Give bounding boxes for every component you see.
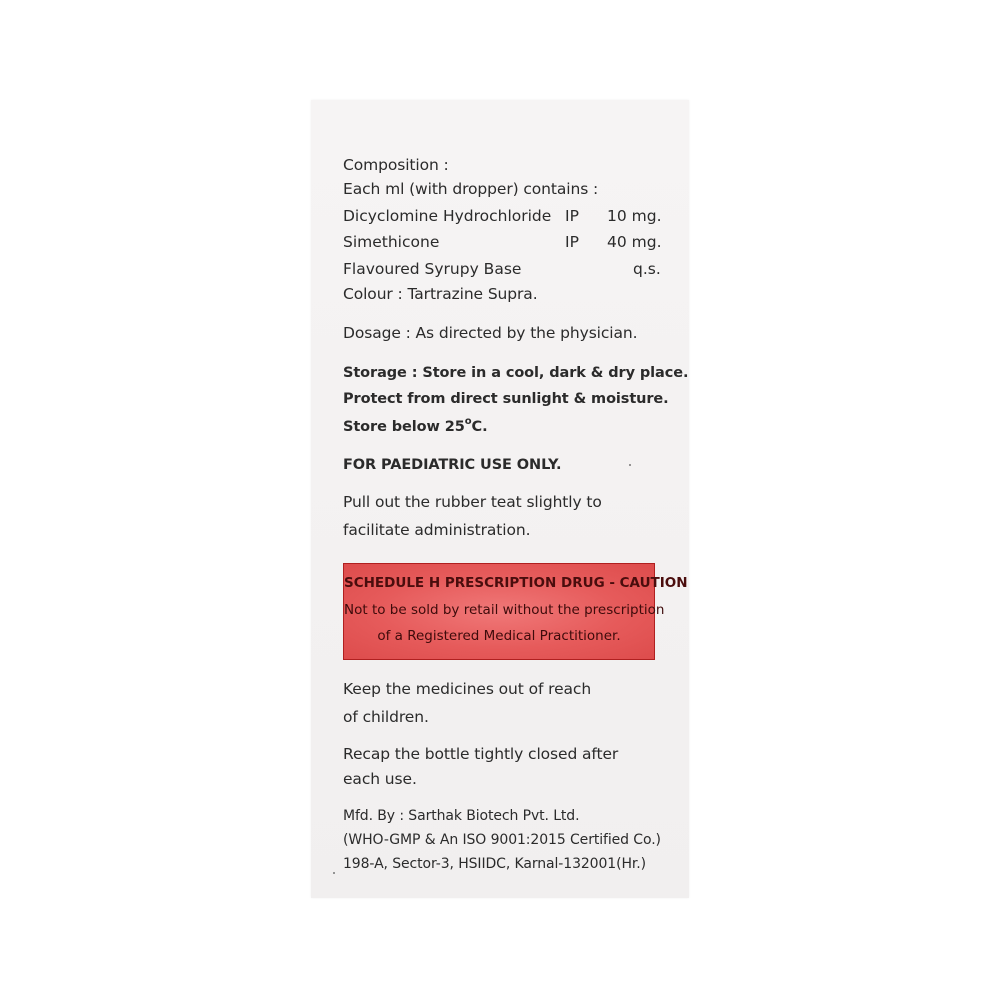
manufacturer-line-3: 198-A, Sector-3, HSIIDC, Karnal-132001(Hr.)	[343, 856, 646, 872]
medicine-label-panel	[311, 100, 689, 898]
print-speck	[629, 464, 631, 466]
storage-temp-prefix: Store below 25	[343, 419, 465, 435]
children-warning-line-1: Keep the medicines out of reach	[343, 680, 592, 698]
ingredient-name: Simethicone	[343, 233, 440, 251]
ingredient-row	[343, 260, 673, 280]
degree-symbol: o	[464, 416, 472, 427]
ingredient-row	[343, 233, 673, 253]
storage-line-1: Storage : Store in a cool, dark & dry place.	[343, 365, 689, 381]
ingredient-row	[343, 207, 673, 227]
dosage-text: Dosage : As directed by the physician.	[343, 324, 638, 342]
manufacturer-line-2: (WHO-GMP & An ISO 9001:2015 Certified Co.)	[343, 832, 661, 848]
composition-each-ml: Each ml (with dropper) contains :	[343, 180, 599, 198]
teat-instruction-line-2: facilitate administration.	[343, 521, 531, 539]
recap-line-2: each use.	[343, 770, 417, 788]
paediatric-notice: FOR PAEDIATRIC USE ONLY.	[343, 457, 562, 473]
ingredient-name: Flavoured Syrupy Base	[343, 260, 522, 278]
ingredient-quantity: q.s.	[633, 260, 661, 278]
ingredient-standard: IP	[565, 207, 579, 225]
ingredient-standard: IP	[565, 233, 579, 251]
storage-line-2: Protect from direct sunlight & moisture.	[343, 391, 669, 407]
ingredient-quantity: 40 mg.	[607, 233, 662, 251]
manufacturer-line-1: Mfd. By : Sarthak Biotech Pvt. Ltd.	[343, 808, 580, 824]
teat-instruction-line-1: Pull out the rubber teat slightly to	[343, 493, 602, 511]
caution-title: SCHEDULE H PRESCRIPTION DRUG - CAUTION	[344, 575, 688, 591]
ingredient-name: Dicyclomine Hydrochloride	[343, 207, 552, 225]
storage-temp-suffix: C.	[471, 419, 488, 435]
recap-line-1: Recap the bottle tightly closed after	[343, 745, 619, 763]
schedule-h-caution-box	[343, 563, 688, 660]
caution-line-2: of a Registered Medical Practitioner.	[377, 628, 621, 644]
ingredient-quantity: 10 mg.	[607, 207, 662, 225]
children-warning-line-2: of children.	[343, 708, 429, 726]
caution-line-1: Not to be sold by retail without the prescription	[344, 602, 665, 618]
composition-colour: Colour : Tartrazine Supra.	[343, 285, 538, 303]
storage-line-3	[343, 416, 488, 435]
composition-heading: Composition :	[343, 156, 449, 174]
print-speck	[333, 872, 335, 874]
